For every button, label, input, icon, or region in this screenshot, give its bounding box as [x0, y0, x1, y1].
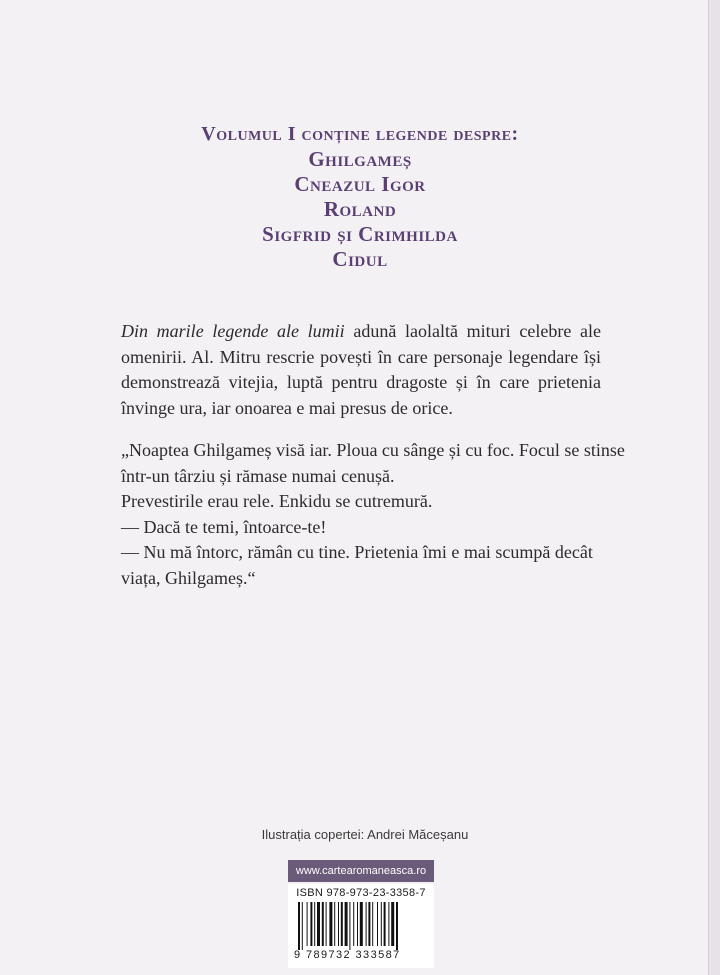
- barcode-bar: [349, 902, 350, 950]
- barcode-bar: [302, 902, 303, 950]
- quote-line: Prevestirile erau rele. Enkidu se cutremură.: [121, 491, 433, 511]
- legend-item: Cidul: [332, 247, 388, 271]
- quote-line: viața, Ghilgameș.“: [121, 567, 256, 588]
- quote-line: într-un târziu și rămase numai cenușă.: [121, 465, 395, 486]
- intro-text: adună laolaltă mituri celebre ale omenirii. Al. Mitru rescrie povești în care personaje legendare își demonstrează vitejia, luptă pentru dragoste și în care prietenia învinge ura, iar onoarea e mai presus de orice.: [121, 321, 601, 418]
- barcode-bar: [326, 902, 327, 946]
- intro-paragraph: [121, 319, 601, 421]
- barcode-bar: [338, 902, 339, 946]
- barcode-bar: [329, 902, 332, 946]
- barcode-bar: [391, 902, 394, 946]
- barcode-bar: [314, 902, 315, 946]
- barcode-bar: [298, 902, 300, 950]
- volume-heading: Volumul I conține legende despre:: [201, 123, 519, 145]
- barcode-bar: [384, 902, 386, 946]
- quote-paragraph: [121, 438, 625, 591]
- barcode-bar: [345, 902, 348, 946]
- barcode-bar: [372, 902, 373, 946]
- barcode-bar: [368, 902, 370, 946]
- quote-line: „Noaptea Ghilgameș visă iar. Ploua cu sânge și cu foc. Focul se stinse: [121, 440, 625, 460]
- barcode-bar: [334, 902, 335, 946]
- isbn-block: [288, 860, 434, 968]
- barcode-icon: [296, 902, 426, 950]
- barcode-bar: [388, 902, 389, 946]
- book-title: Din marile legende ale lumii: [121, 321, 345, 341]
- barcode-bar: [307, 902, 308, 946]
- barcode-area: [288, 884, 434, 968]
- barcode-bar: [341, 902, 343, 946]
- volume-contents: [120, 122, 600, 272]
- isbn-number: ISBN 978-973-23-3358-7: [296, 887, 426, 899]
- barcode-bar: [381, 902, 382, 946]
- quote-line: — Nu mă întorc, rămân cu tine. Prietenia îmi e mai scumpă decât: [121, 542, 593, 562]
- barcode-bar: [357, 902, 358, 946]
- illustration-credit: Ilustrația copertei: Andrei Măceșanu: [261, 827, 469, 842]
- spine-edge: [708, 0, 720, 975]
- legend-item: Cneazul Igor: [294, 172, 426, 196]
- barcode-bar: [366, 902, 367, 946]
- quote-line: — Dacă te temi, întoarce-te!: [121, 516, 327, 537]
- legend-item: Roland: [323, 197, 397, 221]
- barcode-bar: [310, 902, 312, 946]
- barcode-bar: [377, 902, 378, 946]
- barcode-bar: [317, 902, 320, 946]
- publisher-website[interactable]: www.cartearomaneasca.ro: [288, 860, 434, 882]
- barcode-bar: [353, 902, 354, 946]
- barcode-bar: [396, 902, 398, 950]
- legend-item: Sigfrid și Crimhilda: [262, 222, 458, 246]
- barcode-bar: [322, 902, 324, 946]
- legend-item: Ghilgameș: [308, 147, 412, 171]
- barcode-digits: 9 789732 333587: [294, 949, 401, 961]
- barcode-bar: [360, 902, 363, 946]
